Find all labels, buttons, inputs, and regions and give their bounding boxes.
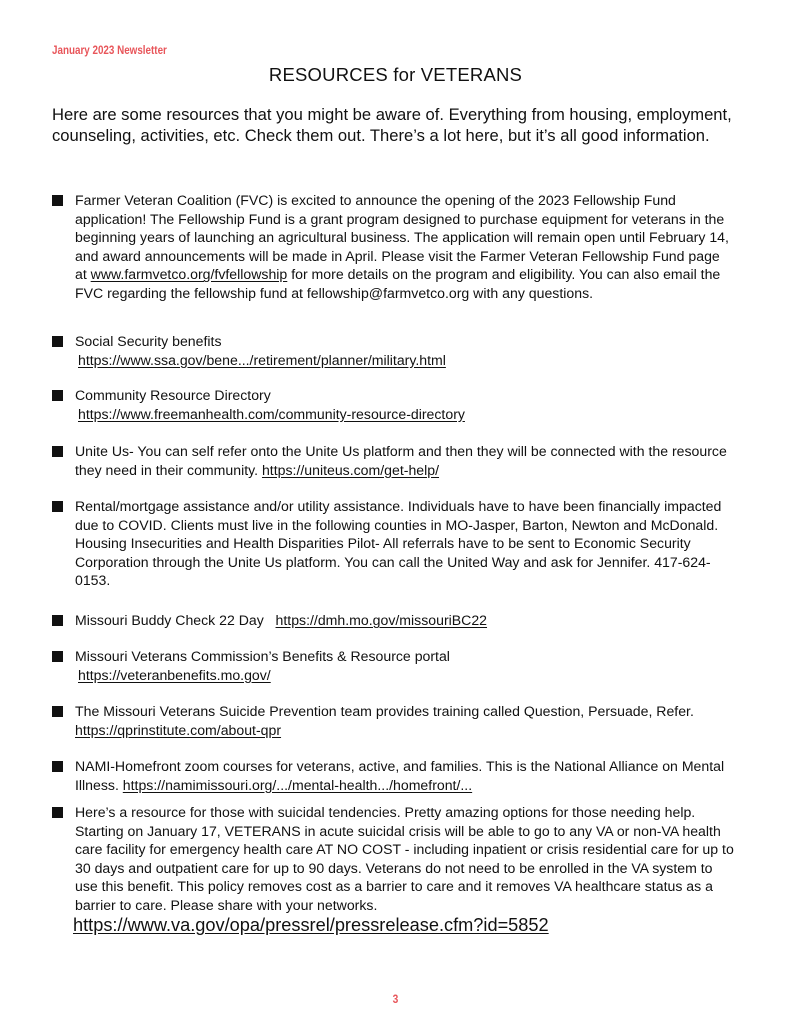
va-pressrelease-link[interactable]: https://www.va.gov/opa/pressrel/pressrelease.cfm?id=5852 <box>73 915 549 935</box>
item-text-part: Farmer Veteran Coalition (FVC) is excited to announce the opening of the 2023 Fellowship Fund application! The Fellowship Fund is a grant program designed to purchase equipment for veterans in the beginning years of launching an agricultural business. The application will remain open until February 14, and award announcements will be made in April. Please visit the Farmer Veteran Fellowship Fund page at <box>75 192 729 283</box>
list-item-text <box>75 386 735 423</box>
bullet-square-icon <box>52 390 63 401</box>
bullet-square-icon <box>52 807 63 818</box>
item-text-part: Social Security benefits <box>75 333 222 349</box>
nami-link[interactable]: https://namimissouri.org/.../mental-health.../homefront/... <box>122 776 473 793</box>
intro-paragraph: Here are some resources that you might be aware of. Everything from housing, employment, counseling, activities, etc. Check them out. There’s a lot here, but it’s all good information. <box>52 105 732 145</box>
list-item-text <box>75 332 735 369</box>
item-text-part: Unite Us- You can self refer onto the Unite Us platform and then they will be connected with the resource they need in their community. <box>75 443 727 478</box>
bullet-square-icon <box>52 761 63 772</box>
freemanhealth-link[interactable]: https://www.freemanhealth.com/community-resource-directory <box>78 405 465 422</box>
page-number: 3 <box>392 992 399 1006</box>
list-item-text <box>75 191 735 303</box>
item-text-part: The Missouri Veterans Suicide Prevention team provides training called Question, Persuade, Refer. <box>75 703 694 719</box>
qpr-link[interactable]: https://qprinstitute.com/about-qpr <box>75 721 282 738</box>
item-text-part: Missouri Veterans Commission’s Benefits & Resource portal <box>75 648 450 664</box>
veteranbenefits-link[interactable]: https://veteranbenefits.mo.gov/ <box>78 666 271 683</box>
uniteus-link[interactable]: https://uniteus.com/get-help/ <box>261 461 440 478</box>
page-title: RESOURCES for VETERANS <box>268 64 523 85</box>
bullet-square-icon <box>52 501 63 512</box>
list-item-text: Rental/mortgage assistance and/or utility assistance. Individuals have to have been financially impacted due to COVID. Clients must live in the following counties in MO-Jasper, Barton, Newton and McDonald. Housing Insecurities and Health Disparities Pilot- All referrals have to be sent to Economic Security Corporation through the Unite Us platform. You can call the United Way and ask for Jennifer. 417-624-0153. <box>75 498 722 589</box>
list-item-text <box>75 442 735 479</box>
list-item-text <box>75 757 735 794</box>
list-item-text <box>75 702 735 739</box>
item-text-part: Community Resource Directory <box>75 387 271 403</box>
bullet-square-icon <box>52 706 63 717</box>
bullet-square-icon <box>52 336 63 347</box>
bullet-square-icon <box>52 651 63 662</box>
list-item-text: Here’s a resource for those with suicidal tendencies. Pretty amazing options for those needing help. Starting on January 17, VETERANS in acute suicidal crisis will be able to go to any VA or non-VA health care facility for emergency health care AT NO COST - including inpatient or crisis residential care for up to 30 days and outpatient care for up to 90 days. Veterans do not need to be enrolled in the VA system to use this benefit. This policy removes cost as a barrier to care and it removes VA healthcare status as a barrier to care. Please share with your networks. <box>75 804 734 913</box>
dmh-link[interactable]: https://dmh.mo.gov/missouriBC22 <box>275 612 488 628</box>
farmvetco-link[interactable]: www.farmvetco.org/fvfellowship <box>90 266 288 283</box>
item-text-part: for more details on the program and eligibility. You can also email the FVC regarding the fellowship fund at fellowship@farmvetco.org with any questions. <box>75 266 721 301</box>
bullet-square-icon <box>52 615 63 626</box>
bullet-square-icon <box>52 446 63 457</box>
item-text-part: Missouri Buddy Check 22 Day <box>75 612 276 628</box>
item-text-part: NAMI-Homefront zoom courses for veterans, active, and families. This is the National Alliance on Mental Illness. <box>75 758 725 793</box>
bullet-square-icon <box>52 195 63 206</box>
list-item-text <box>75 647 735 684</box>
newsletter-date-label: January 2023 Newsletter <box>52 43 167 57</box>
list-item-text <box>75 611 735 630</box>
ssa-link[interactable]: https://www.ssa.gov/bene.../retirement/planner/military.html <box>78 351 446 368</box>
